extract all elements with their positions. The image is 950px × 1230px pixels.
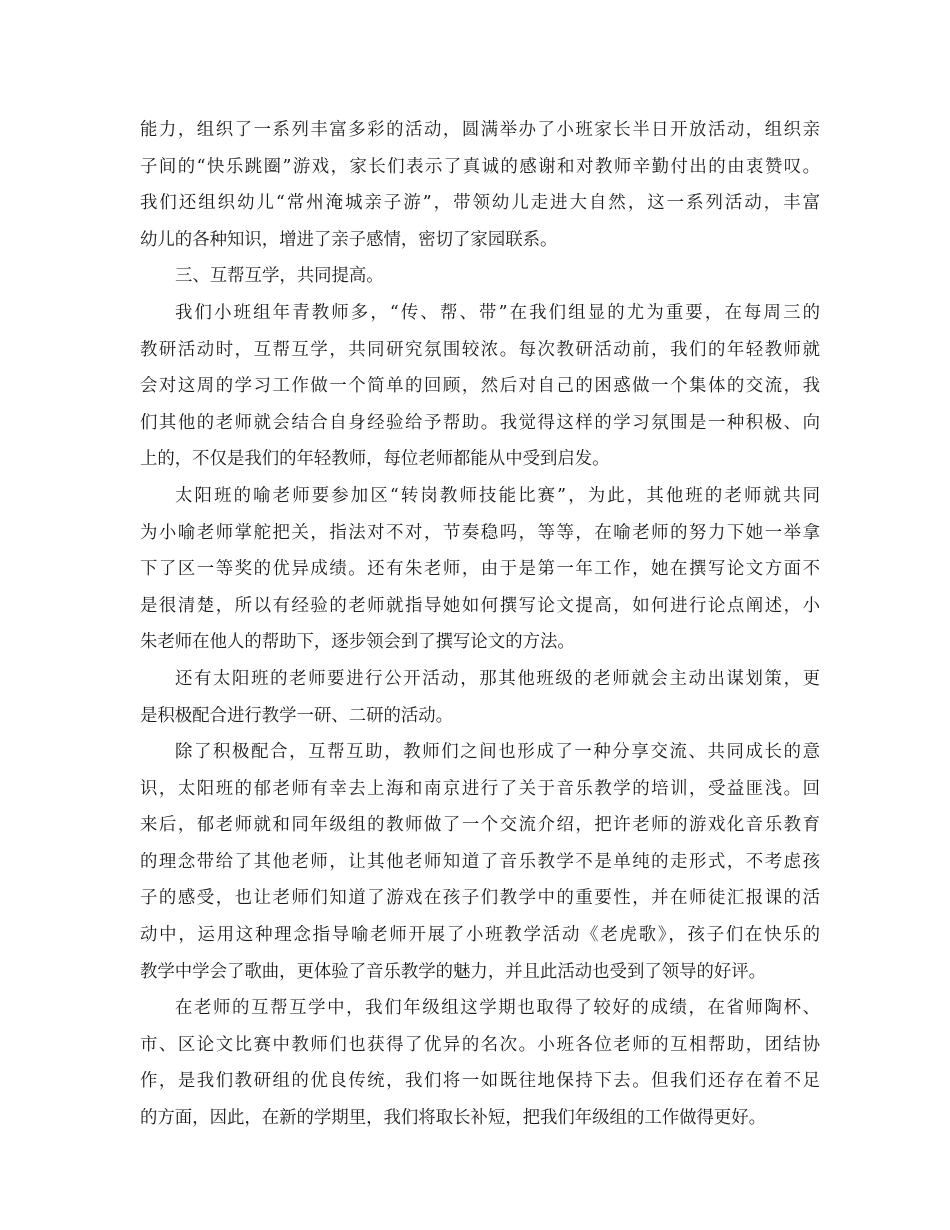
- text-line: 市、区论文比赛中教师们也获得了优异的名次。小班各位老师的互相帮助，团结协: [140, 1034, 820, 1055]
- text-line: 子间的“快乐跳圈”游戏，家长们表示了真诚的感谢和对教师辛勤付出的由衷赞叹。: [140, 156, 820, 177]
- text-line: 的方面，因此，在新的学期里，我们将取长补短，把我们年级组的工作做得更好。: [140, 1108, 767, 1129]
- text-line: 能力，组织了一系列丰富多彩的活动，圆满举办了小班家长半日开放活动，组织亲: [140, 120, 820, 140]
- paragraph-music-training: [140, 734, 820, 990]
- text-line: 教研活动时，互帮互学，共同研究氛围较浓。每次教研活动前，我们的年轻教师就: [140, 339, 820, 360]
- text-line: 幼儿的各种知识，增进了亲子感情，密切了家园联系。: [140, 229, 558, 250]
- text-line: 是积极配合进行教学一研、二研的活动。: [140, 705, 454, 726]
- paragraph-mentoring: [140, 295, 820, 478]
- text-line: 在老师的互帮互学中，我们年级组这学期也取得了较好的成绩，在省师陶杯、: [175, 998, 820, 1019]
- text-line: 动中，运用这种理念指导喻老师开展了小班教学活动《老虎歌》，孩子们在快乐的: [140, 925, 820, 946]
- text-line: 除了积极配合，互帮互助，教师们之间也形成了一种分享交流、共同成长的意: [175, 742, 820, 763]
- text-line: 太阳班的喻老师要参加区“转岗教师技能比赛”，为此，其他班的老师就共同: [175, 485, 820, 506]
- text-line: 还有太阳班的老师要进行公开活动，那其他班级的老师就会主动出谋划策，更: [175, 668, 820, 689]
- text-line: 识，太阳班的郁老师有幸去上海和南京进行了关于音乐教学的培训，受益匪浅。回: [140, 778, 820, 799]
- text-line: 来后，郁老师就和同年级组的教师做了一个交流介绍，把许老师的游戏化音乐教育: [140, 815, 820, 836]
- text-line: 我们小班组年青教师多，“传、帮、带”在我们组显的尤为重要，在每周三的: [175, 302, 820, 323]
- text-line: 上的，不仅是我们的年轻教师，每位老师都能从中受到启发。: [140, 449, 610, 470]
- text-line: 教学中学会了歌曲，更体验了音乐教学的魅力，并且此活动也受到了领导的好评。: [140, 961, 767, 982]
- section-heading: [140, 258, 820, 295]
- text-line: 子的感受，也让老师们知道了游戏在孩子们教学中的重要性，并在师徒汇报课的活: [140, 888, 820, 909]
- section-heading-text: 三、互帮互学，共同提高。: [175, 266, 384, 287]
- text-line: 们其他的老师就会结合自身经验给予帮助。我觉得这样的学习氛围是一种积极、向: [140, 412, 820, 433]
- text-line: 会对这周的学习工作做一个简单的回顾，然后对自己的困惑做一个集体的交流，我: [140, 376, 820, 397]
- paragraph-open-activity: [140, 661, 820, 734]
- paragraph-conclusion: [140, 990, 820, 1136]
- paragraph-competition: [140, 478, 820, 661]
- paragraph-activities: [140, 112, 820, 258]
- text-line: 为小喻老师掌舵把关，指法对不对，节奏稳吗，等等，在喻老师的努力下她一举拿: [140, 522, 820, 543]
- text-line: 的理念带给了其他老师，让其他老师知道了音乐教学不是单纯的走形式，不考虑孩: [140, 851, 820, 872]
- text-line: 朱老师在他人的帮助下，逐步领会到了撰写论文的方法。: [140, 632, 575, 653]
- text-line: 作，是我们教研组的优良传统，我们将一如既往地保持下去。但我们还存在着不足: [140, 1071, 820, 1092]
- text-line: 下了区一等奖的优异成绩。还有朱老师，由于是第一年工作，她在撰写论文方面不: [140, 559, 820, 580]
- document-body: [140, 112, 820, 1137]
- text-line: 是很清楚，所以有经验的老师就指导她如何撰写论文提高，如何进行论点阐述，小: [140, 595, 820, 616]
- text-line: 我们还组织幼儿“常州淹城亲子游”，带领幼儿走进大自然，这一系列活动，丰富: [140, 193, 820, 214]
